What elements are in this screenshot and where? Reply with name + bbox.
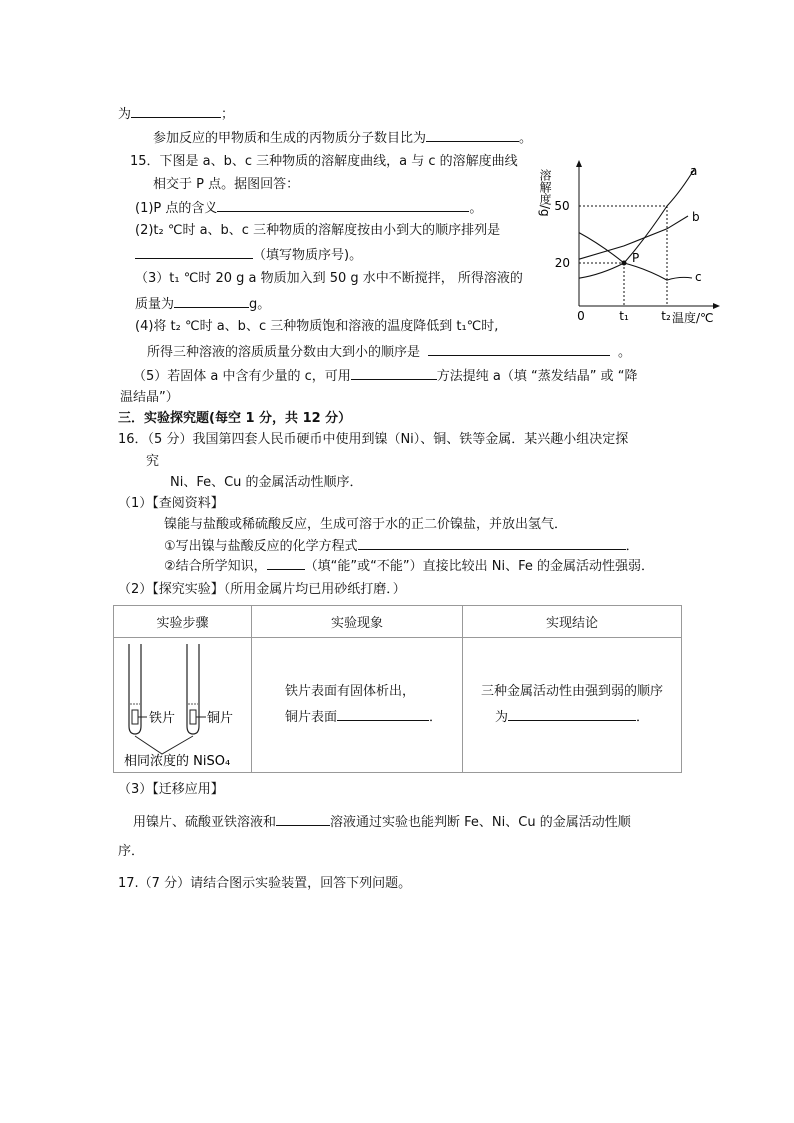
- section-heading: 三．实验探究题(每空 1 分，共 12 分）: [118, 411, 352, 426]
- series-label-a: a: [690, 164, 698, 178]
- q16-stem: Ni、Fe、Cu 的金属活动性顺序．: [170, 475, 363, 490]
- q15-part5b: 温结晶”）: [120, 390, 179, 405]
- q15-part4: (4)将 t₂ ℃时 a、b、c 三种物质饱和溶液的温度降低到 t₁℃时,: [135, 319, 499, 334]
- connector-line: [135, 736, 193, 754]
- q14-line2: 参加反应的甲物质和生成的丙物质分子数目比为 。: [153, 128, 532, 148]
- answer-blank[interactable]: [267, 556, 305, 570]
- q15-part1: (1)P 点的含义 。: [135, 198, 482, 218]
- q15-part2b: （填写物质序号)。: [135, 245, 362, 265]
- q15-stem: 相交于 P 点。据图回答：: [153, 177, 300, 192]
- test-tube-right: [187, 644, 199, 734]
- header-cell: 实现结论: [463, 606, 682, 638]
- q15-part2: (2)t₂ ℃时 a、b、c 三种物质的溶解度按由小到大的顺序排列是: [135, 223, 501, 238]
- series-label-b: b: [692, 210, 700, 224]
- y-axis-label: 溶解度/g: [538, 169, 552, 217]
- q14-line1: 为 ；: [118, 104, 234, 124]
- x-tick-label: 0: [577, 309, 585, 323]
- answer-blank[interactable]: [337, 707, 429, 721]
- point-p-label: P: [632, 251, 640, 265]
- answer-blank[interactable]: [508, 707, 636, 721]
- q16-stem: 究: [146, 454, 160, 469]
- q16-stem: 16．（5 分）我国第四套人民币硬币中使用到镍（Ni）、铜、铁等金属．某兴趣小组决定探: [118, 432, 629, 447]
- answer-blank[interactable]: [131, 104, 221, 118]
- q16-info: 镍能与盐酸或稀硫酸反应，生成可溶于水的正二价镍盐，并放出氢气．: [164, 517, 568, 532]
- answer-blank[interactable]: [135, 245, 253, 259]
- answer-blank[interactable]: [217, 198, 469, 212]
- q16-sub-q2: ②结合所学知识， （填“能”或“不能”）直接比较出 Ni、Fe 的金属活动性强弱．: [164, 556, 654, 576]
- x-tick-label: t₂: [661, 309, 671, 323]
- q15-stem: 15．下图是 a、b、c 三种物质的溶解度曲线，a 与 c 的溶解度曲线: [130, 154, 518, 169]
- y-axis-arrow: [576, 160, 582, 167]
- observation-cell: 铁片表面有固体析出， 铜片表面 ．: [252, 638, 463, 773]
- answer-blank[interactable]: [276, 812, 330, 826]
- table-row: [114, 638, 682, 773]
- q15-part5: （5）若固体 a 中含有少量的 c，可用 方法提纯 a（填 “蒸发结晶” 或 “降: [133, 366, 638, 386]
- q17-stem: 17.（7 分）请结合图示实验装置，回答下列问题。: [118, 876, 412, 891]
- experiment-figure-cell: [114, 638, 252, 773]
- test-tubes-figure: [114, 638, 250, 772]
- q16-sub-q1: ①写出镍与盐酸反应的化学方程式 ．: [164, 536, 639, 556]
- q16-sub-title: （3）【迁移应用】: [118, 782, 224, 797]
- answer-blank[interactable]: [174, 294, 249, 308]
- answer-blank[interactable]: [426, 128, 519, 142]
- figure-caption: 相同浓度的 NiSO₄: [124, 754, 231, 769]
- y-tick-label: 20: [554, 256, 570, 270]
- copper-label: 铜片: [207, 711, 234, 726]
- x-axis-label: 温度/℃: [672, 311, 714, 325]
- q16-sub-title: （1）【查阅资料】: [118, 496, 224, 511]
- q16-transfer: 用镍片、硫酸亚铁溶液和 溶液通过实验也能判断 Fe、Ni、Cu 的金属活动性顺: [133, 812, 631, 832]
- copper-strip: [190, 710, 196, 724]
- answer-blank[interactable]: [428, 342, 610, 356]
- x-tick-label: t₁: [619, 309, 629, 323]
- iron-label: 铁片: [149, 711, 176, 726]
- table-header-row: [114, 606, 682, 638]
- test-tube-left: [129, 644, 141, 734]
- series-label-c: c: [695, 270, 702, 284]
- q16-transfer: 序．: [118, 844, 145, 859]
- experiment-table: [113, 605, 682, 773]
- q15-part4b: 所得三种溶液的溶质质量分数由大到小的顺序是 。: [147, 342, 631, 362]
- intersection-point-p: [622, 261, 627, 266]
- answer-blank[interactable]: [358, 536, 626, 550]
- solubility-chart: [530, 150, 730, 330]
- q15-part3b: 质量为 g。: [135, 294, 270, 314]
- q16-sub-title: （2）【探究实验】（所用金属片均已用砂纸打磨．）: [118, 582, 406, 597]
- iron-strip: [132, 710, 138, 724]
- conclusion-cell: 三种金属活动性由强到弱的顺序 为 ．: [463, 638, 682, 773]
- x-axis-arrow: [713, 303, 720, 309]
- answer-blank[interactable]: [351, 366, 437, 380]
- q15-part3: （3）t₁ ℃时 20 g a 物质加入到 50 g 水中不断搅拌， 所得溶液的: [135, 271, 523, 286]
- header-cell: 实验现象: [252, 606, 463, 638]
- y-tick-label: 50: [554, 199, 570, 213]
- header-cell: 实验步骤: [114, 606, 252, 638]
